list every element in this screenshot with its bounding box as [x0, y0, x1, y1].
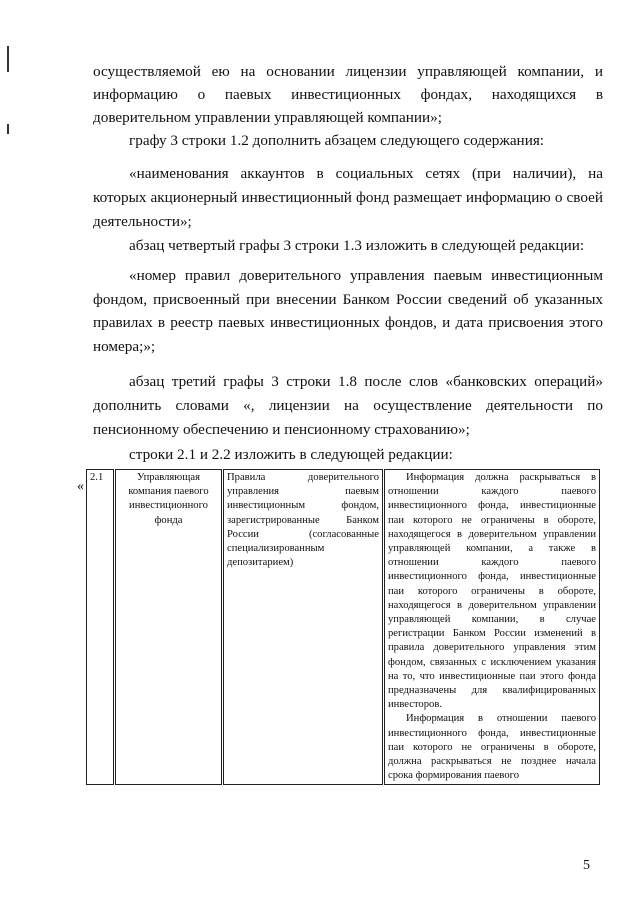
paragraph-amend-1-3: абзац четвертый графы 3 строки 1.3 изложить в следующей редакции: — [129, 237, 585, 254]
paragraph-quote-rules-number: «номер правил доверительного управления паевым инвестиционным фондом, присвоенный при внесении Банком России сведений об указанных правилах в реестр паевых инвестиционных фондов, и дата присвоения этого номера;»; — [93, 267, 603, 355]
paragraph-amend-1-8: абзац третий графы 3 строки 1.8 после слов «банковских операций» дополнить словами «, лицензии на осуществление деятельности по пенсионному обеспечению и пенсионному страхованию»; — [93, 373, 603, 438]
margin-change-bar — [7, 124, 9, 134]
paragraph-continuation: осуществляемой ею на основании лицензии управляющей компании, и информацию о паевых инвестиционных фондах, находящихся в доверительном управлении управляющей компании»; — [93, 63, 603, 126]
table-row — [87, 470, 600, 785]
table-cell-row-number — [87, 470, 115, 785]
entity-text: Управляющая компания паевого инвестиционного фонда — [128, 472, 209, 526]
disclosure-table — [86, 469, 600, 785]
opening-quote-mark: « — [77, 479, 84, 494]
document-text: Правила доверительного управления паевым инвестиционным фондом, зарегистрированные Банком России (согласованные специализированным депозитарием) — [227, 472, 379, 569]
requirements-paragraph-2: Информация в отношении паевого инвестиционного фонда, инвестиционные паи которого не ограничены в обороте, должна раскрываться не позднее начала срока формирования паевого — [388, 713, 596, 782]
table-cell-document — [223, 470, 384, 785]
paragraph-quote-accounts: «наименования аккаунтов в социальных сетях (при наличии), на которых акционерный инвестиционный фонд размещает информацию о своей деятельности»; — [93, 165, 603, 230]
paragraph-amend-1-2: графу 3 строки 1.2 дополнить абзацем следующего содержания: — [129, 132, 545, 149]
table-cell-requirements — [384, 470, 600, 785]
margin-change-bar — [7, 46, 9, 72]
requirements-paragraph-1: Информация должна раскрываться в отношении каждого паевого инвестиционного фонда, инвестиционные паи которого не ограничены в обороте, находящегося в доверительном управлении управляющей компании, а также в отношении каждого паевого инвестиционного фонда, инвестиционные паи которого ограничены в обороте, находящегося в доверительном управлении управляющей компании, в случае регистрации Банком России изменений в правила доверительного управления этим фондом, связанных с исключением указания на то, что инвестиционные паи этого фонда предназначены для квалифицированных инвесторов. — [388, 472, 596, 711]
page-number: 5 — [583, 858, 590, 873]
table-cell-entity — [115, 470, 223, 785]
row-number: 2.1 — [90, 472, 104, 483]
paragraph-amend-rows-2: строки 2.1 и 2.2 изложить в следующей редакции: — [129, 446, 453, 463]
